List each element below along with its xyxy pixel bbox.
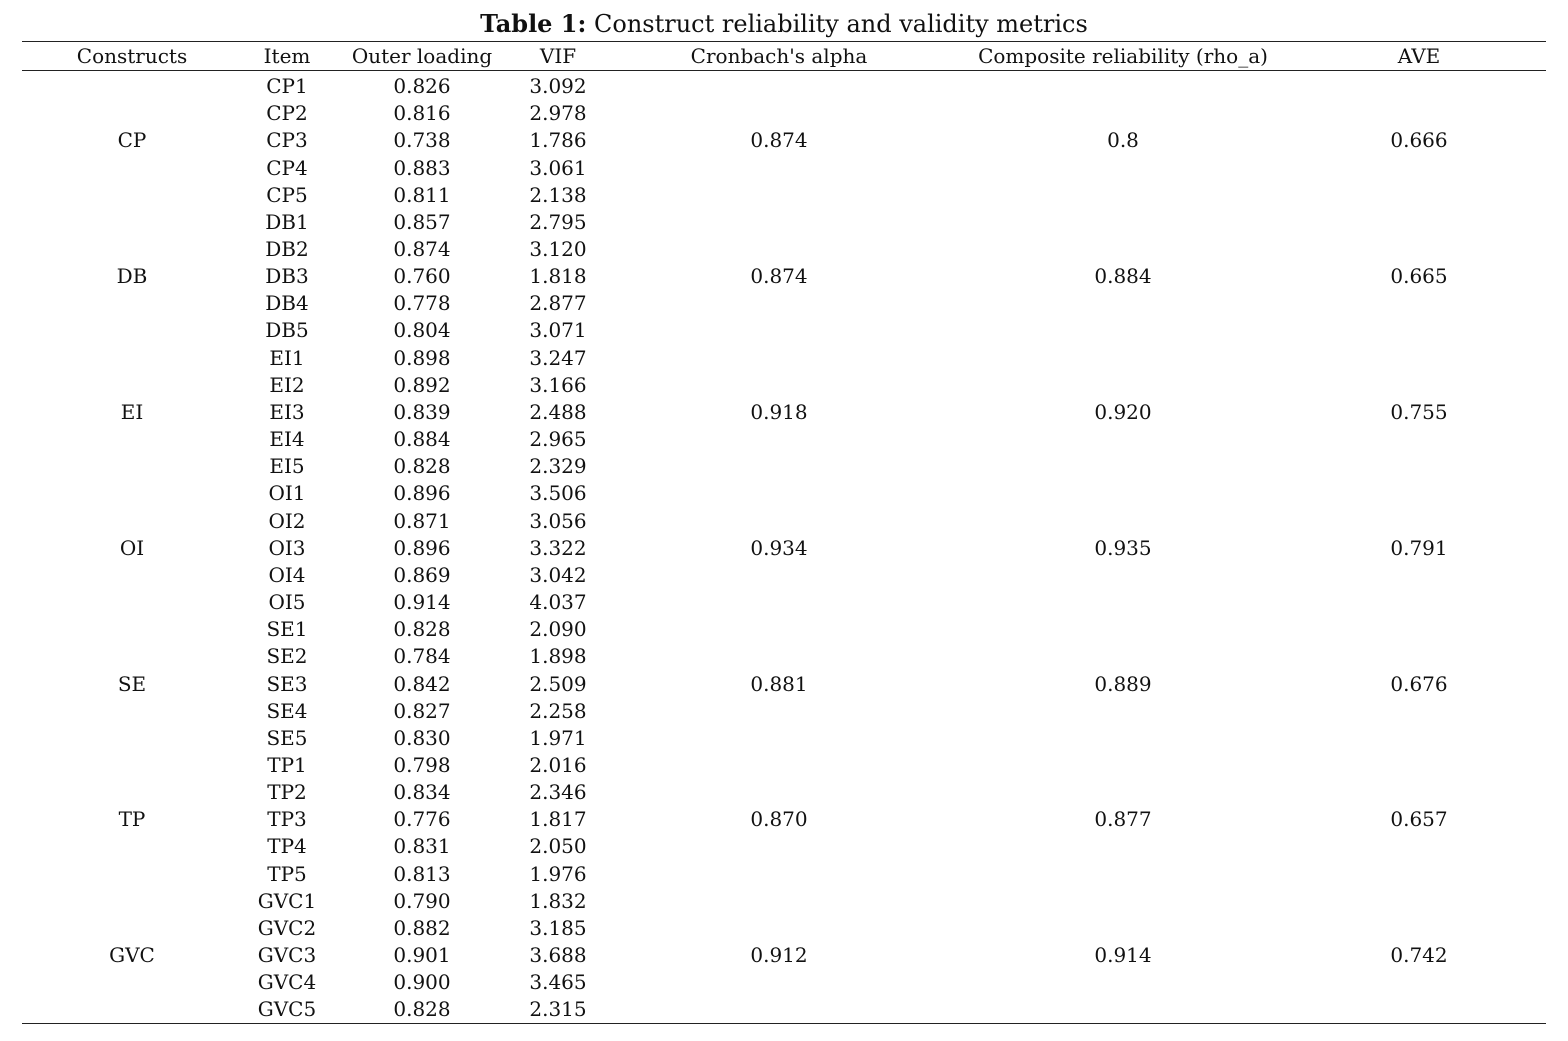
cronbach-alpha-cell: 0.912 bbox=[750, 943, 808, 968]
vif-cell: 2.090 bbox=[529, 617, 587, 642]
item-cell: CP3 bbox=[266, 128, 308, 153]
vif-cell: 3.247 bbox=[529, 345, 587, 370]
outer-loading-cell: 0.811 bbox=[393, 182, 451, 207]
outer-loading-cell: 0.830 bbox=[393, 725, 451, 750]
outer-loading-cell: 0.883 bbox=[393, 155, 451, 180]
table-row bbox=[22, 71, 1546, 101]
item-cell: DB5 bbox=[265, 318, 309, 343]
cronbach-alpha-cell: 0.874 bbox=[750, 128, 808, 153]
construct-cell: GVC bbox=[109, 943, 155, 968]
outer-loading-cell: 0.831 bbox=[393, 834, 451, 859]
vif-cell: 3.506 bbox=[529, 481, 587, 506]
vif-cell: 3.056 bbox=[529, 508, 587, 533]
item-cell: DB4 bbox=[265, 291, 309, 316]
vif-cell: 3.465 bbox=[529, 970, 587, 995]
vif-cell: 4.037 bbox=[529, 590, 587, 615]
table-row bbox=[22, 209, 1546, 236]
item-cell: SE4 bbox=[266, 698, 308, 723]
cronbach-alpha-cell: 0.881 bbox=[750, 671, 808, 696]
cronbach-alpha-cell: 0.934 bbox=[750, 535, 808, 560]
item-cell: SE5 bbox=[266, 725, 308, 750]
item-cell: OI1 bbox=[268, 481, 306, 506]
vif-cell: 2.965 bbox=[529, 427, 587, 452]
outer-loading-cell: 0.828 bbox=[393, 997, 451, 1022]
ave-cell: 0.755 bbox=[1390, 399, 1448, 424]
item-cell: CP1 bbox=[266, 74, 308, 99]
vif-cell: 1.832 bbox=[529, 888, 587, 913]
vif-cell: 1.971 bbox=[529, 725, 587, 750]
item-cell: DB2 bbox=[265, 237, 309, 262]
item-cell: EI1 bbox=[269, 345, 305, 370]
outer-loading-cell: 0.857 bbox=[393, 209, 451, 234]
item-cell: OI4 bbox=[268, 562, 306, 587]
item-cell: TP4 bbox=[267, 834, 307, 859]
construct-cell: CP bbox=[117, 128, 147, 153]
vif-cell: 2.315 bbox=[529, 997, 587, 1022]
header-vif: VIF bbox=[512, 42, 604, 71]
cronbach-alpha-cell: 0.870 bbox=[750, 807, 808, 832]
item-cell: TP1 bbox=[267, 752, 307, 777]
outer-loading-cell: 0.896 bbox=[393, 535, 451, 560]
item-cell: EI4 bbox=[269, 427, 305, 452]
table-body bbox=[22, 71, 1546, 1024]
vif-cell: 3.688 bbox=[529, 943, 587, 968]
vif-cell: 1.786 bbox=[529, 128, 587, 153]
outer-loading-cell: 0.896 bbox=[393, 481, 451, 506]
outer-loading-cell: 0.804 bbox=[393, 318, 451, 343]
outer-loading-cell: 0.882 bbox=[393, 915, 451, 940]
outer-loading-cell: 0.828 bbox=[393, 617, 451, 642]
composite-reliability-cell: 0.884 bbox=[1094, 264, 1152, 289]
vif-cell: 1.898 bbox=[529, 644, 587, 669]
item-cell: DB3 bbox=[265, 264, 309, 289]
outer-loading-cell: 0.842 bbox=[393, 671, 451, 696]
vif-cell: 2.978 bbox=[529, 101, 587, 126]
outer-loading-cell: 0.901 bbox=[393, 943, 451, 968]
item-cell: SE3 bbox=[266, 671, 308, 696]
outer-loading-cell: 0.834 bbox=[393, 780, 451, 805]
item-cell: GVC1 bbox=[257, 888, 317, 913]
outer-loading-cell: 0.813 bbox=[393, 861, 451, 886]
vif-cell: 1.976 bbox=[529, 861, 587, 886]
outer-loading-cell: 0.826 bbox=[393, 74, 451, 99]
header-constructs: Constructs bbox=[22, 42, 242, 71]
vif-cell: 3.092 bbox=[529, 74, 587, 99]
composite-reliability-cell: 0.914 bbox=[1094, 943, 1152, 968]
construct-cell: OI bbox=[119, 535, 145, 560]
item-cell: OI2 bbox=[268, 508, 306, 533]
construct-cell: TP bbox=[118, 807, 146, 832]
outer-loading-cell: 0.892 bbox=[393, 372, 451, 397]
header-outer-loading: Outer loading bbox=[332, 42, 512, 71]
item-cell: EI3 bbox=[269, 399, 305, 424]
vif-cell: 2.509 bbox=[529, 671, 587, 696]
item-cell: GVC2 bbox=[257, 915, 317, 940]
outer-loading-cell: 0.884 bbox=[393, 427, 451, 452]
ave-cell: 0.665 bbox=[1390, 264, 1448, 289]
header-composite-reliability: Composite reliability (rho_a) bbox=[954, 42, 1292, 71]
outer-loading-cell: 0.738 bbox=[393, 128, 451, 153]
ave-cell: 0.742 bbox=[1390, 943, 1448, 968]
outer-loading-cell: 0.874 bbox=[393, 237, 451, 262]
item-cell: CP4 bbox=[266, 155, 308, 180]
outer-loading-cell: 0.776 bbox=[393, 807, 451, 832]
header-ave: AVE bbox=[1292, 42, 1546, 71]
table-caption-text: Construct reliability and validity metrics bbox=[594, 10, 1088, 38]
item-cell: SE2 bbox=[266, 644, 308, 669]
reliability-table bbox=[22, 41, 1546, 1024]
item-cell: OI5 bbox=[268, 590, 306, 615]
outer-loading-cell: 0.914 bbox=[393, 590, 451, 615]
vif-cell: 2.138 bbox=[529, 182, 587, 207]
construct-cell: SE bbox=[117, 671, 147, 696]
outer-loading-cell: 0.869 bbox=[393, 562, 451, 587]
header-cronbach-alpha: Cronbach's alpha bbox=[604, 42, 954, 71]
ave-cell: 0.676 bbox=[1390, 671, 1448, 696]
table-caption bbox=[0, 8, 1568, 40]
vif-cell: 2.329 bbox=[529, 454, 587, 479]
outer-loading-cell: 0.816 bbox=[393, 101, 451, 126]
vif-cell: 3.120 bbox=[529, 237, 587, 262]
vif-cell: 3.185 bbox=[529, 915, 587, 940]
item-cell: GVC5 bbox=[257, 997, 317, 1022]
vif-cell: 2.258 bbox=[529, 698, 587, 723]
composite-reliability-cell: 0.877 bbox=[1094, 807, 1152, 832]
table-row bbox=[22, 752, 1546, 779]
vif-cell: 2.050 bbox=[529, 834, 587, 859]
vif-cell: 2.877 bbox=[529, 291, 587, 316]
item-cell: EI5 bbox=[269, 454, 305, 479]
outer-loading-cell: 0.871 bbox=[393, 508, 451, 533]
composite-reliability-cell: 0.920 bbox=[1094, 399, 1152, 424]
outer-loading-cell: 0.827 bbox=[393, 698, 451, 723]
outer-loading-cell: 0.839 bbox=[393, 399, 451, 424]
vif-cell: 3.166 bbox=[529, 372, 587, 397]
item-cell: GVC4 bbox=[257, 970, 317, 995]
table-row bbox=[22, 888, 1546, 915]
bottom-rule bbox=[22, 1024, 1546, 1025]
item-cell: TP5 bbox=[267, 861, 307, 886]
item-cell: CP5 bbox=[266, 182, 308, 207]
vif-cell: 3.071 bbox=[529, 318, 587, 343]
ave-cell: 0.657 bbox=[1390, 807, 1448, 832]
outer-loading-cell: 0.900 bbox=[393, 970, 451, 995]
vif-cell: 3.322 bbox=[529, 535, 587, 560]
vif-cell: 3.061 bbox=[529, 155, 587, 180]
table-row bbox=[22, 616, 1546, 643]
item-cell: GVC3 bbox=[257, 943, 317, 968]
outer-loading-cell: 0.828 bbox=[393, 454, 451, 479]
item-cell: SE1 bbox=[266, 617, 308, 642]
table-row bbox=[22, 480, 1546, 507]
item-cell: EI2 bbox=[269, 372, 305, 397]
cronbach-alpha-cell: 0.874 bbox=[750, 264, 808, 289]
vif-cell: 1.818 bbox=[529, 264, 587, 289]
header-item: Item bbox=[242, 42, 332, 71]
item-cell: CP2 bbox=[266, 101, 308, 126]
ave-cell: 0.666 bbox=[1390, 128, 1448, 153]
construct-cell: EI bbox=[120, 399, 144, 424]
vif-cell: 1.817 bbox=[529, 807, 587, 832]
item-cell: TP2 bbox=[267, 780, 307, 805]
item-cell: DB1 bbox=[265, 209, 309, 234]
table-row bbox=[22, 345, 1546, 372]
outer-loading-cell: 0.790 bbox=[393, 888, 451, 913]
outer-loading-cell: 0.778 bbox=[393, 291, 451, 316]
table-caption-label: Table 1: bbox=[480, 9, 587, 38]
outer-loading-cell: 0.784 bbox=[393, 644, 451, 669]
composite-reliability-cell: 0.889 bbox=[1094, 671, 1152, 696]
vif-cell: 2.016 bbox=[529, 752, 587, 777]
ave-cell: 0.791 bbox=[1390, 535, 1448, 560]
construct-cell: DB bbox=[116, 264, 148, 289]
item-cell: TP3 bbox=[267, 807, 307, 832]
vif-cell: 2.488 bbox=[529, 399, 587, 424]
vif-cell: 3.042 bbox=[529, 562, 587, 587]
vif-cell: 2.346 bbox=[529, 780, 587, 805]
item-cell: OI3 bbox=[268, 535, 306, 560]
outer-loading-cell: 0.898 bbox=[393, 345, 451, 370]
cronbach-alpha-cell: 0.918 bbox=[750, 399, 808, 424]
composite-reliability-cell: 0.8 bbox=[1107, 128, 1139, 153]
header-row bbox=[22, 42, 1546, 71]
outer-loading-cell: 0.760 bbox=[393, 264, 451, 289]
outer-loading-cell: 0.798 bbox=[393, 752, 451, 777]
composite-reliability-cell: 0.935 bbox=[1094, 535, 1152, 560]
vif-cell: 2.795 bbox=[529, 209, 587, 234]
